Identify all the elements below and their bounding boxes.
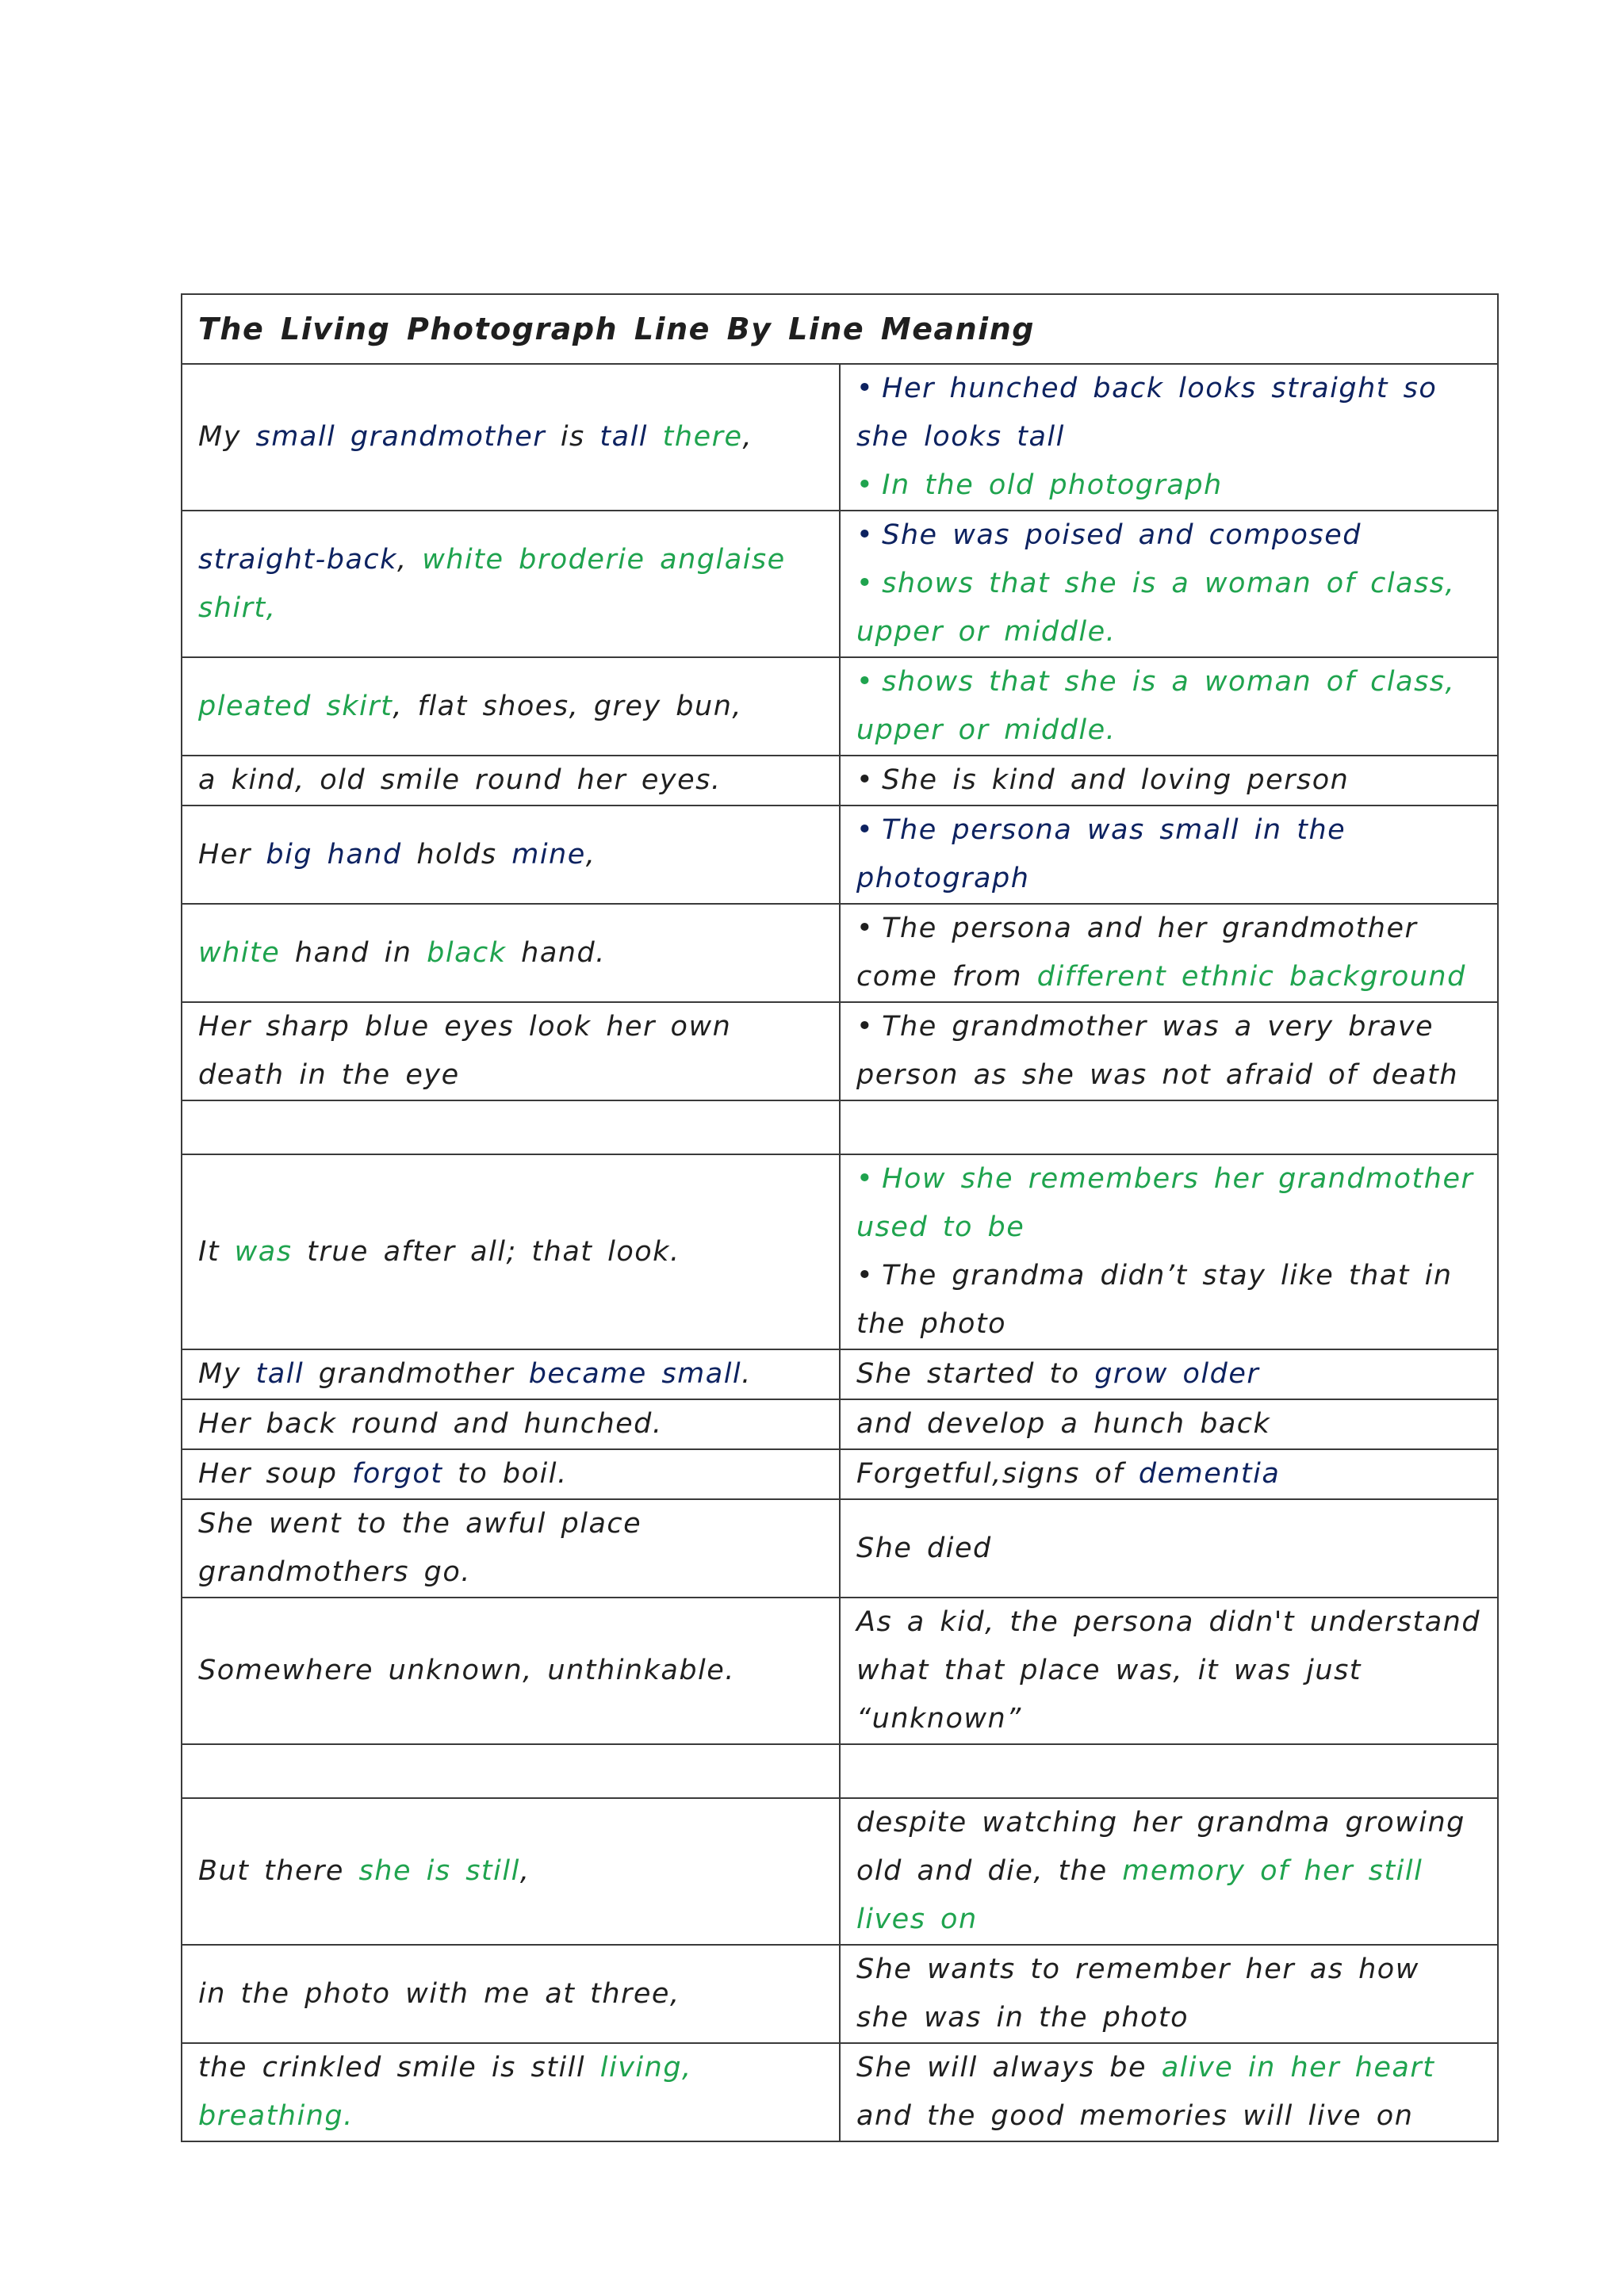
poem-line-cell [182,1002,840,1100]
poem-line-text: is [546,421,600,453]
meaning-cell [840,511,1498,657]
poem-line-text: hand in [280,936,427,969]
bullet-icon: • [856,666,875,698]
meaning-text [856,1350,1484,1399]
poem-line-text: Her sharp blue eyes look her own death in the eye [198,1011,732,1091]
bullet-icon: • [856,1011,875,1043]
meaning-text-part: The grandma didn’t stay like that in the photo [856,1260,1453,1340]
meaning-bullet-item [856,560,1484,656]
title-row [182,294,1498,364]
poem-line-cell [182,2043,840,2141]
poem-line-text: Her [198,838,266,871]
poem-line-text: But there [198,1855,359,1887]
poem-line-text: Her soup [198,1458,353,1490]
meaning-text-part: memory of her still lives on [856,1855,1423,1935]
meaning-text-part: She is kind and loving person [882,764,1350,796]
poem-line-text: forgot [352,1458,443,1490]
meaning-bullet-item [856,806,1484,903]
meaning-text-part: Forgetful,signs of [856,1458,1139,1490]
meaning-text-part: In the old photograph [882,469,1223,501]
meaning-text [856,1946,1484,2042]
table-row [182,1399,1498,1449]
poem-line-cell [182,364,840,511]
bullet-icon: • [856,1163,875,1195]
poem-line-text: living, breathing. [198,2052,692,2132]
table-row [182,806,1498,904]
meaning-bullet-item [856,1003,1484,1100]
table-row [182,1154,1498,1349]
meaning-text-part: She was poised and composed [882,519,1362,551]
meaning-text-part: despite watching her grandma growing old and die, the [856,1807,1465,1887]
empty-cell [182,1100,840,1154]
empty-cell [182,1744,840,1798]
meaning-bullet-item [856,756,1484,805]
meaning-bullet-item [856,1155,1484,1252]
empty-cell [840,1100,1498,1154]
poem-line-text: Her back round and hunched. [198,1408,663,1440]
table-row [182,364,1498,511]
poem-line-text: in the photo with me at three, [198,1977,680,2010]
meaning-cell [840,1945,1498,2043]
table-row [182,1002,1498,1100]
meaning-text-part: shows that she is a woman of class, upper or middle. [856,568,1456,648]
poem-line-text: white [198,936,281,969]
poem-line-text: , [742,421,753,453]
meaning-cell [840,364,1498,511]
poem-line-text: became small [528,1358,742,1390]
table-body [182,294,1498,2141]
poem-line-text: was [234,1235,293,1268]
poem-line-text: My [198,1358,256,1390]
meaning-cell [840,904,1498,1002]
poem-line-text: black [427,936,507,969]
table-title: The Living Photograph Line By Line Meaning [182,294,1498,364]
poem-line-text: pleated skirt [198,690,393,722]
poem-line-text: , [396,543,423,576]
meaning-cell [840,1349,1498,1399]
meaning-bullet-item [856,461,1484,510]
meaning-cell [840,2043,1498,2141]
poem-line-cell [182,511,840,657]
poem-line-text: a kind, old smile round her eyes. [198,764,722,796]
meaning-text-part: dementia [1138,1458,1281,1490]
table-row [182,2043,1498,2141]
poem-line-text: hand. [506,936,606,969]
meaning-cell [840,1002,1498,1100]
spacer-row [182,1100,1498,1154]
poem-line-cell [182,1598,840,1744]
meaning-text-part: As a kid, the persona didn't understand what that place was, it was just “unknown” [856,1606,1481,1735]
table-row [182,756,1498,806]
line-by-line-table [181,293,1499,2142]
meaning-cell [840,806,1498,904]
poem-line-text: tall [255,1358,304,1390]
meaning-cell [840,657,1498,756]
bullet-icon: • [856,568,875,599]
meaning-text-part: different ethnic background [1036,961,1466,993]
poem-line-text: . [741,1358,752,1390]
meaning-text [856,1799,1484,1944]
meaning-text-part: alive in her heart [1161,2052,1435,2084]
poem-line-cell [182,1945,840,2043]
bullet-icon: • [856,764,875,796]
poem-line-text: small grandmother [255,421,546,453]
table-row [182,1499,1498,1598]
meaning-cell [840,1499,1498,1598]
poem-line-text: , [585,838,596,871]
meaning-text-part: The persona and her grandmother come from [856,913,1418,993]
meaning-text [856,1450,1484,1498]
table-row [182,657,1498,756]
meaning-cell [840,1798,1498,1945]
poem-line-text: , flat shoes, grey bun, [393,690,743,722]
meaning-text-part: She died [856,1532,992,1564]
meaning-text-part: grow older [1094,1358,1260,1390]
table-row [182,1945,1498,2043]
meaning-bullet-item [856,511,1484,560]
table-row [182,1598,1498,1744]
poem-line-cell [182,1449,840,1499]
meaning-text-part: and develop a hunch back [856,1408,1271,1440]
poem-line-cell [182,1154,840,1349]
poem-line-text [648,421,663,453]
poem-line-text: white broderie anglaise shirt, [198,543,786,624]
spacer-row [182,1744,1498,1798]
meaning-text-part: She started to [856,1358,1095,1390]
meaning-bullet-item [856,658,1484,755]
bullet-icon: • [856,373,875,404]
meaning-cell [840,1399,1498,1449]
poem-line-cell [182,904,840,1002]
meaning-cell [840,1598,1498,1744]
meaning-cell [840,1154,1498,1349]
poem-line-text: true after all; that look. [292,1235,680,1268]
meaning-text [856,2044,1484,2141]
poem-line-text: there [662,421,743,453]
poem-line-text: big hand [266,838,402,871]
meaning-text-part: shows that she is a woman of class, upper or middle. [856,666,1456,746]
meaning-bullet-item [856,1252,1484,1349]
bullet-icon: • [856,519,875,551]
poem-line-cell [182,756,840,806]
poem-line-text: tall [599,421,649,453]
meaning-text [856,1598,1484,1743]
poem-line-cell [182,1499,840,1598]
poem-line-cell [182,1399,840,1449]
poem-line-cell [182,806,840,904]
poem-line-text: the crinkled smile is still [198,2052,600,2084]
poem-line-text: It [198,1235,235,1268]
bullet-icon: • [856,814,875,846]
empty-cell [840,1744,1498,1798]
table-row [182,1349,1498,1399]
meaning-bullet-item [856,365,1484,461]
bullet-icon: • [856,913,875,944]
poem-line-text: holds [401,838,512,871]
poem-line-text: to boil. [442,1458,568,1490]
poem-line-text: , [519,1855,530,1887]
poem-line-cell [182,657,840,756]
table-row [182,1798,1498,1945]
meaning-text-part: She wants to remember her as how she was in the photo [856,1954,1419,2034]
poem-line-text: she is still [358,1855,520,1887]
table-row [182,1449,1498,1499]
meaning-text-part: She will always be [856,2052,1162,2084]
meaning-text-part: The grandmother was a very brave person as she was not afraid of death [856,1011,1458,1091]
poem-line-text: mine [511,838,586,871]
poem-line-text: My [198,421,256,453]
meaning-text-part: How she remembers her grandmother used to be [856,1163,1474,1243]
table-row [182,511,1498,657]
poem-line-cell [182,1798,840,1945]
poem-line-text: Somewhere unknown, unthinkable. [198,1655,735,1686]
bullet-icon: • [856,469,875,501]
poem-line-text: grandmother [304,1358,529,1390]
poem-line-text: straight-back [198,543,397,576]
meaning-cell [840,756,1498,806]
poem-line-cell [182,1349,840,1399]
meaning-text [856,1525,1484,1573]
meaning-text-part: and the good memories will live on [856,2100,1414,2132]
meaning-text-part: The persona was small in the photograph [856,814,1346,894]
meaning-text [856,1400,1484,1448]
table-row [182,904,1498,1002]
meaning-cell [840,1449,1498,1499]
meaning-text-part: Her hunched back looks straight so she looks tall [856,373,1438,453]
bullet-icon: • [856,1260,875,1292]
meaning-bullet-item [856,905,1484,1001]
poem-line-text: She went to the awful place grandmothers go. [198,1508,642,1588]
